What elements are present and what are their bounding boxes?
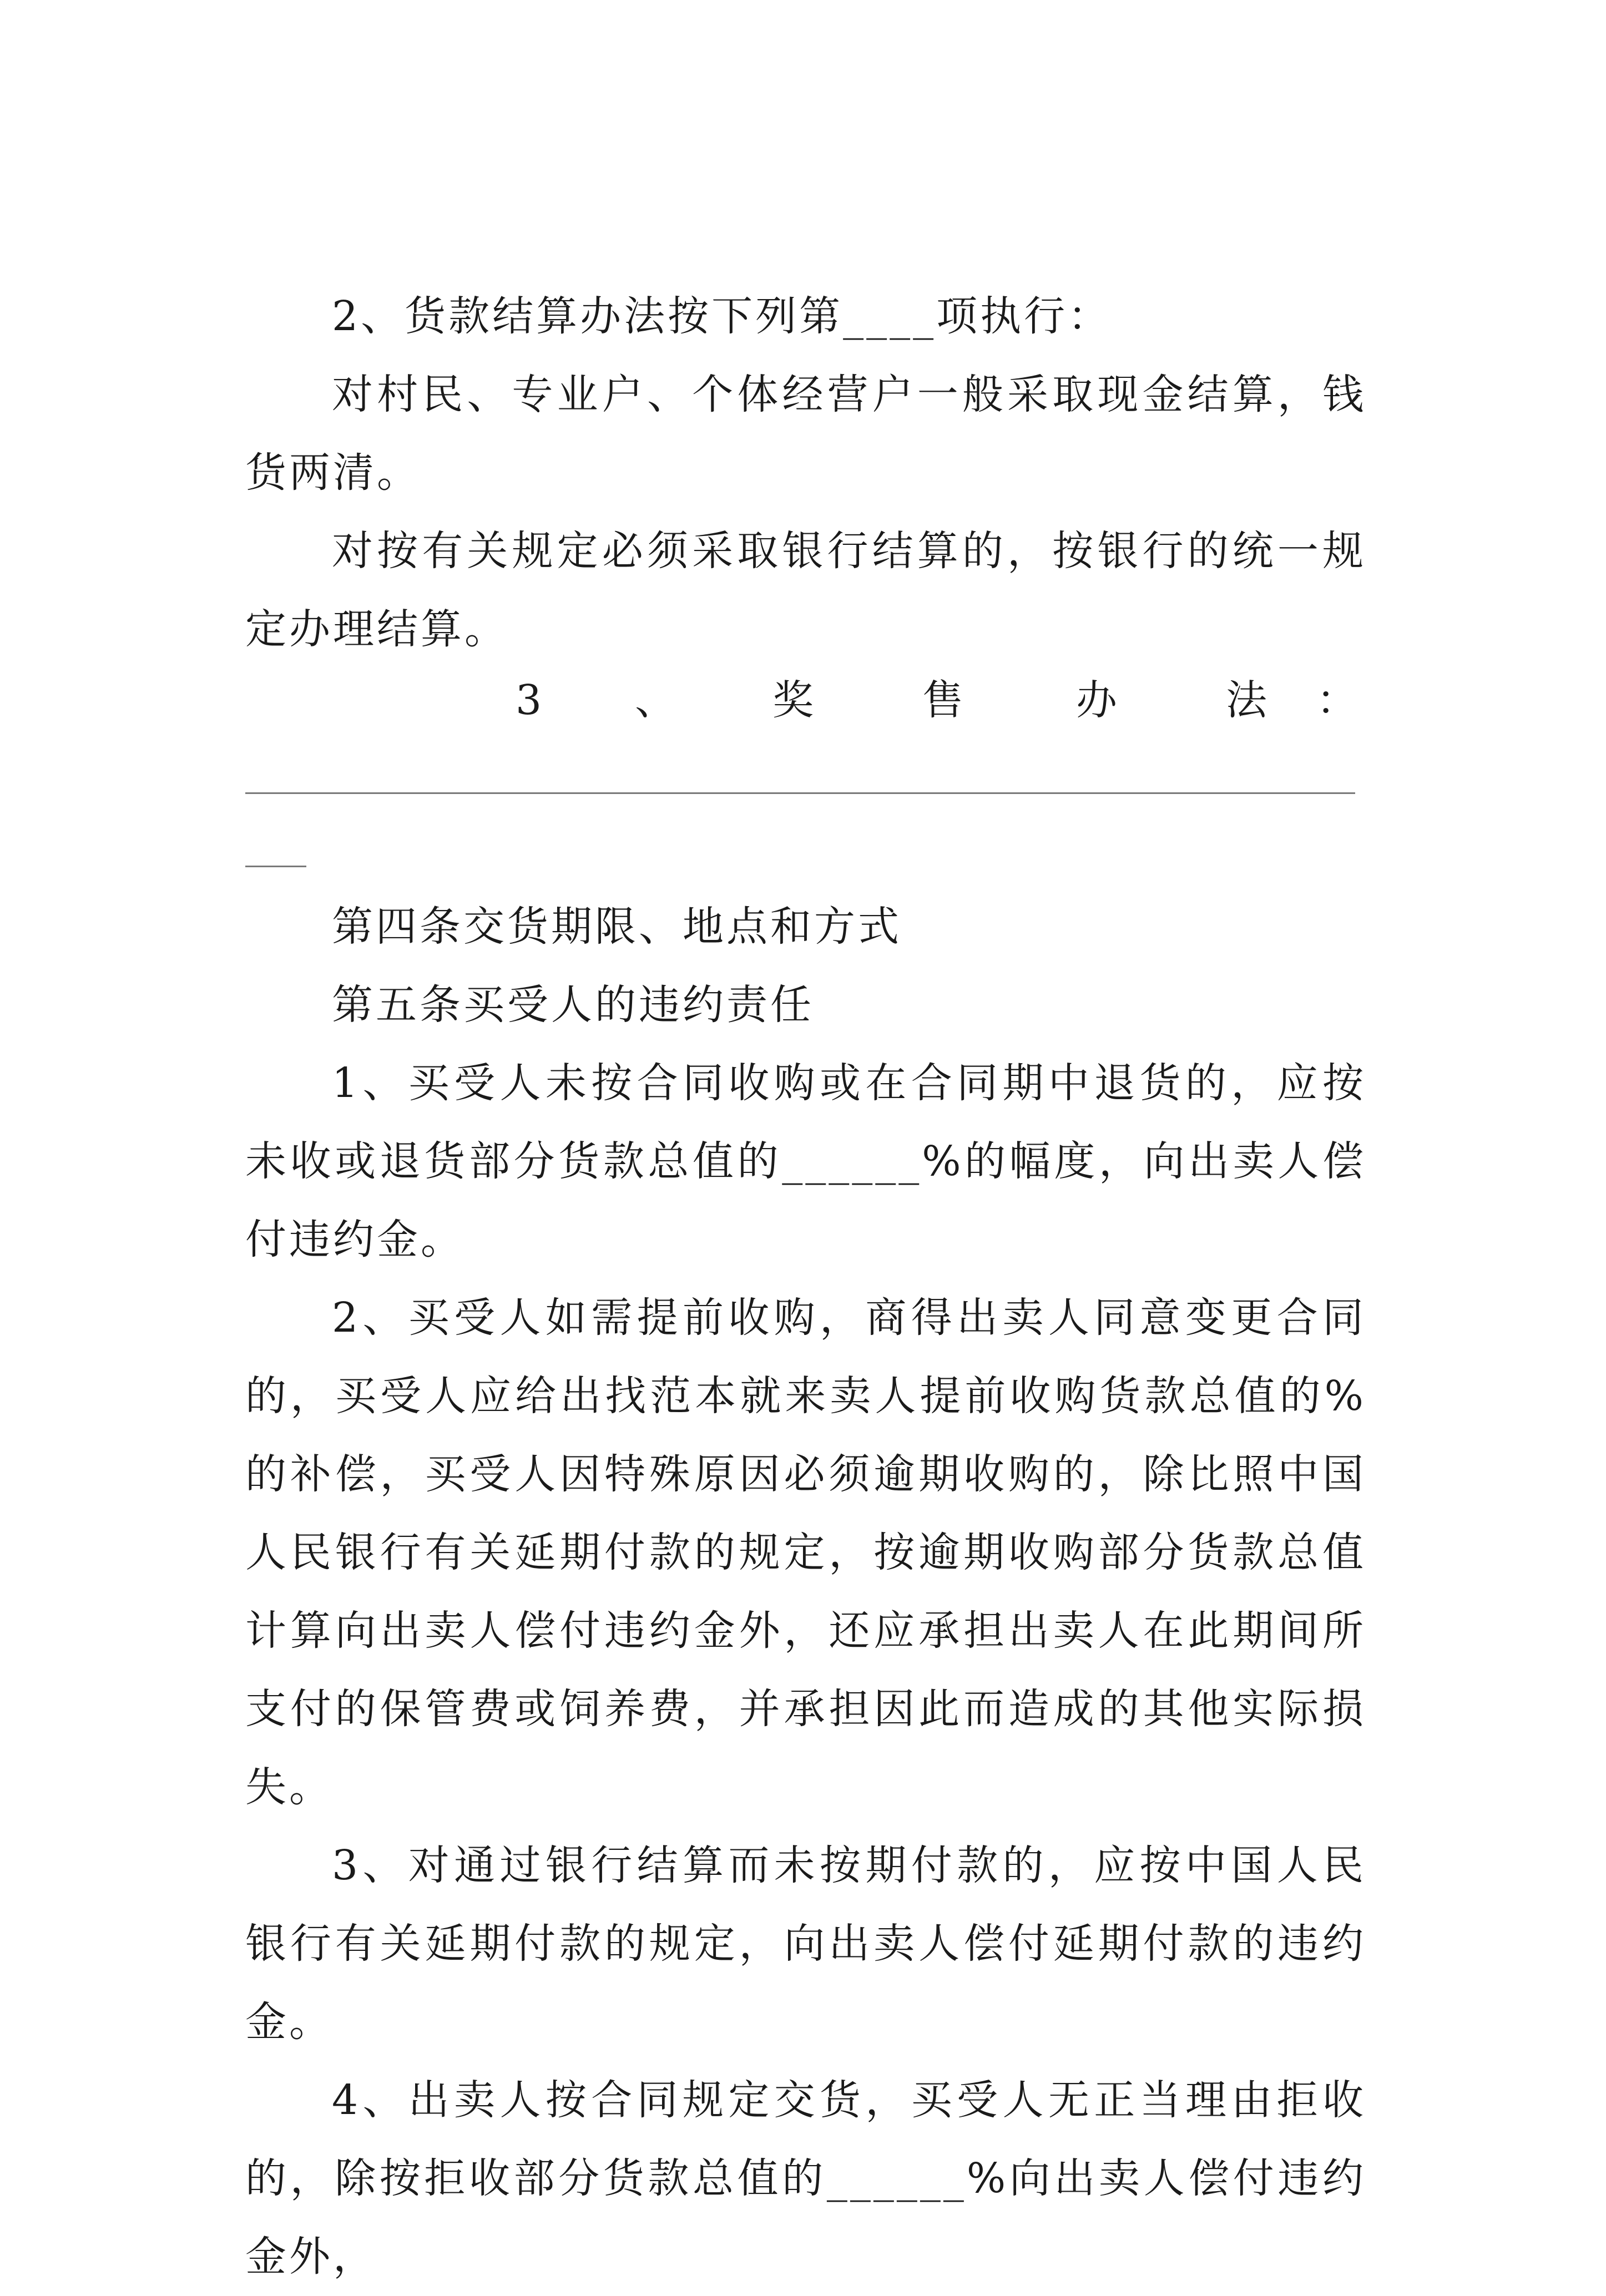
liability-item-2: 2、买受人如需提前收购，商得出卖人同意变更合同的，买受人应给出找范本就来卖人提前收购货款总值的%的补偿，买受人因特殊原因必须逾期收购的，除比照中国人民银行有关延期付款的规定，按逾期收购部分货款总值计算向出卖人偿付违约金外，还应承担出卖人在此期间所支付的保管费或饲养费，并承担因此而造成的其他实际损失。 <box>245 1294 1366 1811</box>
article-4-title: 第四条交货期限、地点和方式 <box>332 903 902 950</box>
clause-3-heading <box>245 661 1366 740</box>
bank-settlement-paragraph: 对按有关规定必须采取银行结算的，按银行的统一规定办理结算。 <box>245 527 1366 653</box>
liability-item-4: 4、出卖人按合同规定交货，买受人无正当理由拒收的，除按拒收部分货款总值的______%向出卖人偿付违约金外， <box>245 2076 1366 2280</box>
heading-char: 售 <box>922 676 963 724</box>
liability-section <box>245 888 1366 2296</box>
liability-item-3: 3、对通过银行结算而未按期付款的，应按中国人民银行有关延期付款的规定，向出卖人偿付延期付款的违约金。 <box>245 1842 1366 2046</box>
payment-section <box>245 277 1366 669</box>
clause-2-payment-method: 2、货款结算办法按下列第____项执行： <box>332 292 1112 340</box>
heading-separator: 、 <box>635 676 676 724</box>
article-5-title: 第五条买受人的违约责任 <box>332 981 814 1029</box>
fill-in-line <box>245 792 1355 794</box>
heading-char: 奖 <box>772 676 814 724</box>
heading-colon: ： <box>1316 676 1357 724</box>
cash-settlement-paragraph: 对村民、专业户、个体经营户一般采取现金结算，钱货两清。 <box>245 371 1366 497</box>
heading-char: 办 <box>1076 676 1117 724</box>
liability-item-1: 1、买受人未按合同收购或在合同期中退货的，应按未收或退货部分货款总值的______%的幅度，向出卖人偿付违约金。 <box>245 1059 1366 1263</box>
heading-number: 3 <box>516 676 542 724</box>
heading-char: 法 <box>1226 676 1267 724</box>
fill-in-line-end <box>245 866 306 867</box>
